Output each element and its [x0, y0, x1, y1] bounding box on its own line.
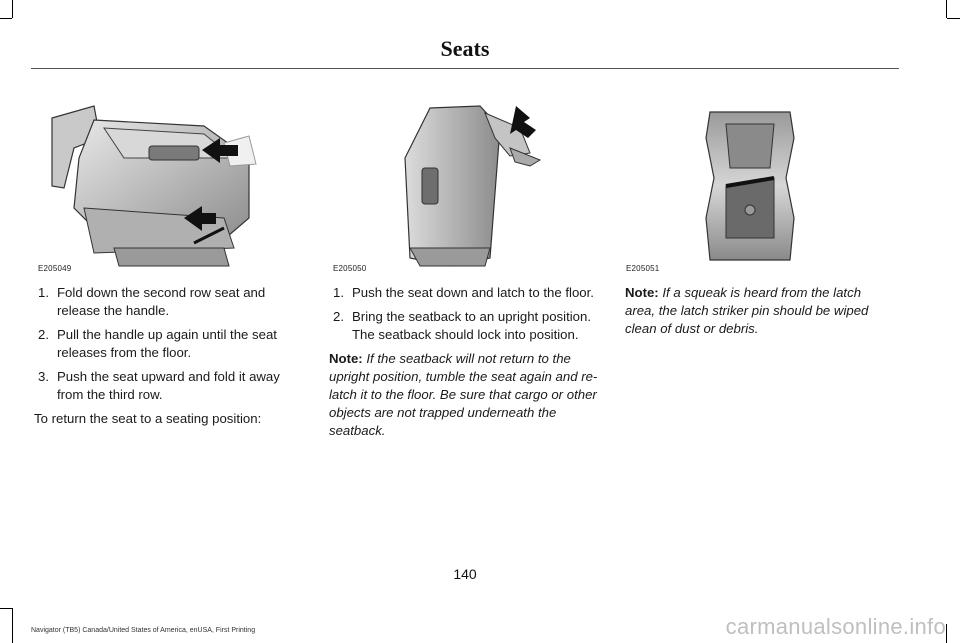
figure-code: E205051 [626, 264, 660, 273]
figure-latch [690, 98, 810, 270]
upright-steps-list [329, 284, 603, 344]
fold-steps-list [34, 284, 296, 404]
figure-code: E205050 [333, 264, 367, 273]
figure-seatback-upright [390, 98, 560, 270]
crop-mark [12, 0, 13, 18]
crop-mark [947, 18, 960, 19]
page-title: Seats [440, 36, 490, 61]
list-item: 2. Bring the seatback to an upright position. The seatback should lock into position. [333, 309, 591, 342]
figure-seat-fold [34, 98, 264, 270]
crop-mark [12, 608, 13, 643]
list-item: 3. Push the seat upward and fold it away from the third row. [38, 369, 280, 402]
list-item: 1. Push the seat down and latch to the floor. [333, 285, 594, 300]
return-seat-paragraph: To return the seat to a seating position: [34, 411, 262, 426]
seatback-illustration [390, 98, 560, 270]
page-number: 140 [453, 566, 477, 582]
print-info: Navigator (TB5) Canada/United States of America, enUSA, First Printing [31, 627, 256, 634]
seat-fold-illustration [34, 98, 264, 270]
crop-mark [946, 624, 947, 643]
crop-mark [0, 18, 12, 19]
watermark: carmanualsonline.info [725, 614, 946, 639]
header-divider [31, 68, 899, 69]
seatback-note: Note: If the seatback will not return to the upright position, tumble the seat again and re-latch it to the floor. Be sure that cargo or other objects are not trapped underneath the seatback. [329, 351, 598, 438]
latch-illustration [690, 98, 810, 270]
figure-code: E205049 [38, 264, 72, 273]
latch-note: Note: If a squeak is heard from the latch area, the latch striker pin should be wiped clean of dust or debris. [625, 285, 869, 336]
crop-mark [946, 0, 947, 18]
list-item: 2. Pull the handle up again until the seat releases from the floor. [38, 327, 277, 360]
column-right [625, 284, 893, 344]
list-item: 1. Fold down the second row seat and release the handle. [38, 285, 266, 318]
crop-mark [0, 608, 12, 609]
column-left [34, 284, 296, 434]
column-middle [329, 284, 603, 446]
